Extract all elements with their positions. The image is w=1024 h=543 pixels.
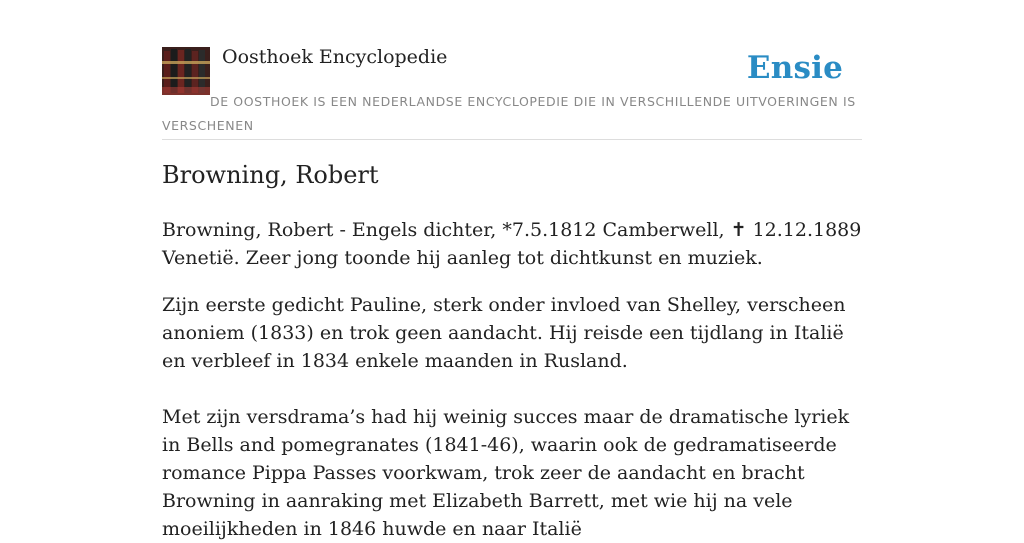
encyclopedia-books-icon <box>162 47 210 95</box>
publication-header <box>162 0 862 140</box>
publication-tagline: DE OOSTHOEK IS EEN NEDERLANDSE ENCYCLOPEDIE DIE IN VERSCHILLENDE UITVOERINGEN IS VERSCHENEN <box>162 94 856 133</box>
article-paragraph: Browning, Robert - Engels dichter, *7.5.1812 Camberwell, ✝ 12.12.1889 Venetië. Zeer jong toonde hij aanleg tot dichtkunst en muziek. <box>162 219 862 269</box>
article-paragraph: Zijn eerste gedicht Pauline, sterk onder invloed van Shelley, verscheen anoniem (1833) en trok geen aandacht. Hij reisde een tijdlang in Italië en verbleef in 1834 enkele maanden in Rusland. <box>162 294 846 372</box>
publication-name[interactable]: Oosthoek Encyclopedie <box>222 46 448 68</box>
article-paragraph: Met zijn versdrama’s had hij weinig succes maar de dramatische lyriek in Bells and pomegranates (1841-46), waarin ook de gedramatiseerde romance Pippa Passes voorkwam, trok zeer de aandacht en bracht Browning in aanraking met Elizabeth Barrett, met wie hij na vele moeilijkheden in 1846 huwde en naar Italië <box>162 406 850 540</box>
article-title: Browning, Robert <box>162 161 379 189</box>
publication-avatar[interactable] <box>162 47 210 95</box>
page-container <box>162 0 862 540</box>
brand-logo[interactable]: Ensie <box>746 50 843 86</box>
